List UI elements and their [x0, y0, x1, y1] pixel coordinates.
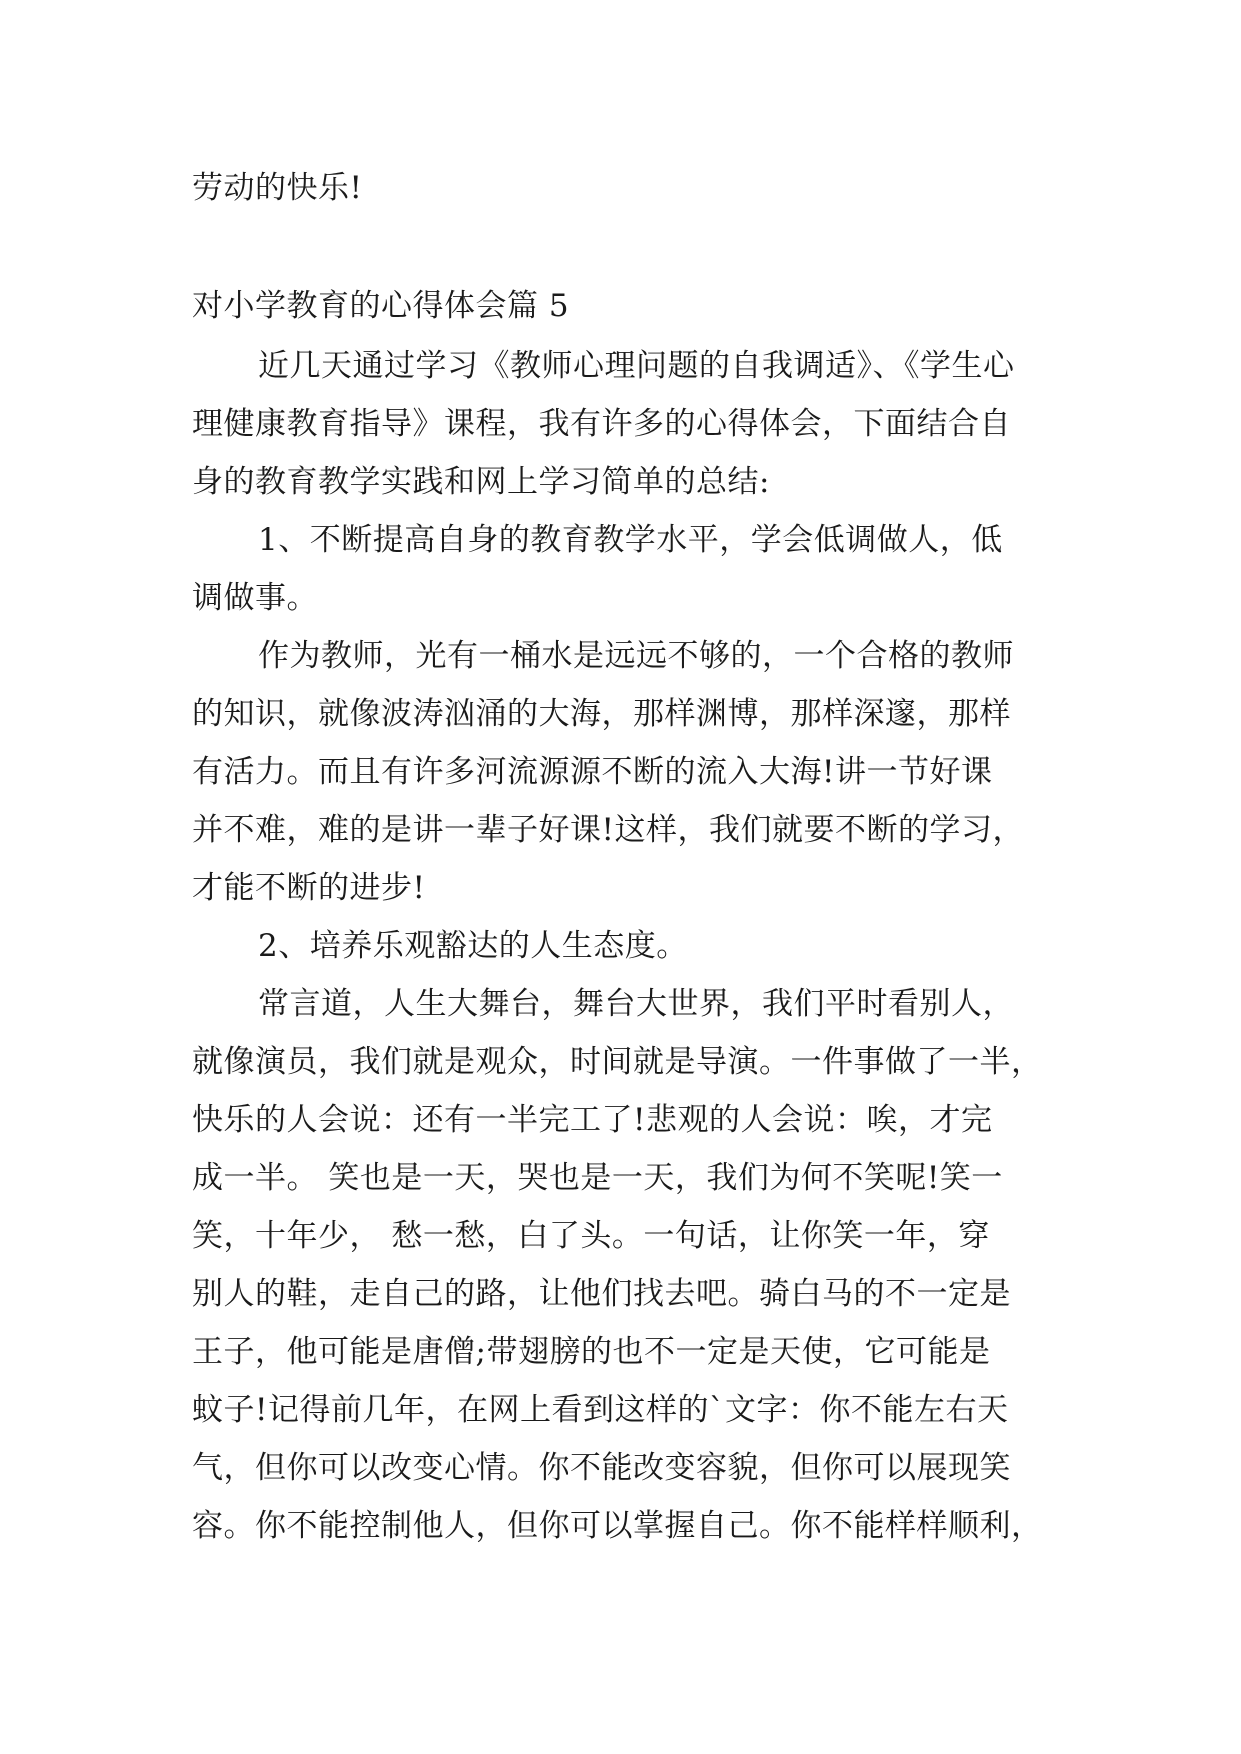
paragraph-line: 蚊子!记得前几年，在网上看到这样的`文字：你不能左右天: [192, 1392, 1009, 1428]
paragraph-line: 的知识，就像波涛汹涌的大海，那样渊博，那样深邃，那样: [192, 696, 1011, 732]
paragraph-line: 身的教育教学实践和网上学习简单的总结:: [192, 464, 770, 500]
paragraph-line: 近几天通过学习《教师心理问题的自我调适》、《学生心: [258, 348, 1015, 384]
paragraph-line: 并不难，难的是讲一辈子好课!这样，我们就要不断的学习，: [192, 812, 1024, 848]
section-heading: 对小学教育的心得体会篇 5: [192, 288, 570, 324]
paragraph-line: 理健康教育指导》课程，我有许多的心得体会，下面结合自: [192, 406, 1011, 442]
paragraph-line: 常言道，人生大舞台，舞台大世界，我们平时看别人，: [258, 986, 1014, 1022]
paragraph-line: 调做事。: [192, 580, 318, 616]
paragraph-line: 快乐的人会说：还有一半完工了!悲观的人会说：唉，才完: [192, 1102, 993, 1138]
closing-line: 劳动的快乐!: [192, 170, 363, 206]
paragraph-line: 成一半。 笑也是一天，哭也是一天，我们为何不笑呢!笑一: [192, 1160, 1003, 1196]
paragraph-line: 王子，他可能是唐僧;带翅膀的也不一定是天使，它可能是: [192, 1334, 991, 1370]
paragraph-line: 容。你不能控制他人，但你可以掌握自己。你不能样样顺利，: [192, 1508, 1043, 1544]
paragraph-line: 别人的鞋，走自己的路，让他们找去吧。骑白马的不一定是: [192, 1276, 1011, 1312]
paragraph-line: 笑，十年少， 愁一愁，白了头。一句话，让你笑一年，穿: [192, 1218, 990, 1254]
paragraph-line: 作为教师，光有一桶水是远远不够的，一个合格的教师: [258, 638, 1014, 674]
paragraph-line: 气，但你可以改变心情。你不能改变容貌，但你可以展现笑: [192, 1450, 1011, 1486]
paragraph-line: 1、不断提高自身的教育教学水平，学会低调做人，低: [258, 522, 1003, 558]
paragraph-line: 2、培养乐观豁达的人生态度。: [258, 928, 688, 964]
paragraph-line: 才能不断的进步!: [192, 870, 426, 906]
paragraph-line: 就像演员，我们就是观众，时间就是导演。一件事做了一半，: [192, 1044, 1043, 1080]
paragraph-line: 有活力。而且有许多河流源源不断的流入大海!讲一节好课: [192, 754, 993, 790]
